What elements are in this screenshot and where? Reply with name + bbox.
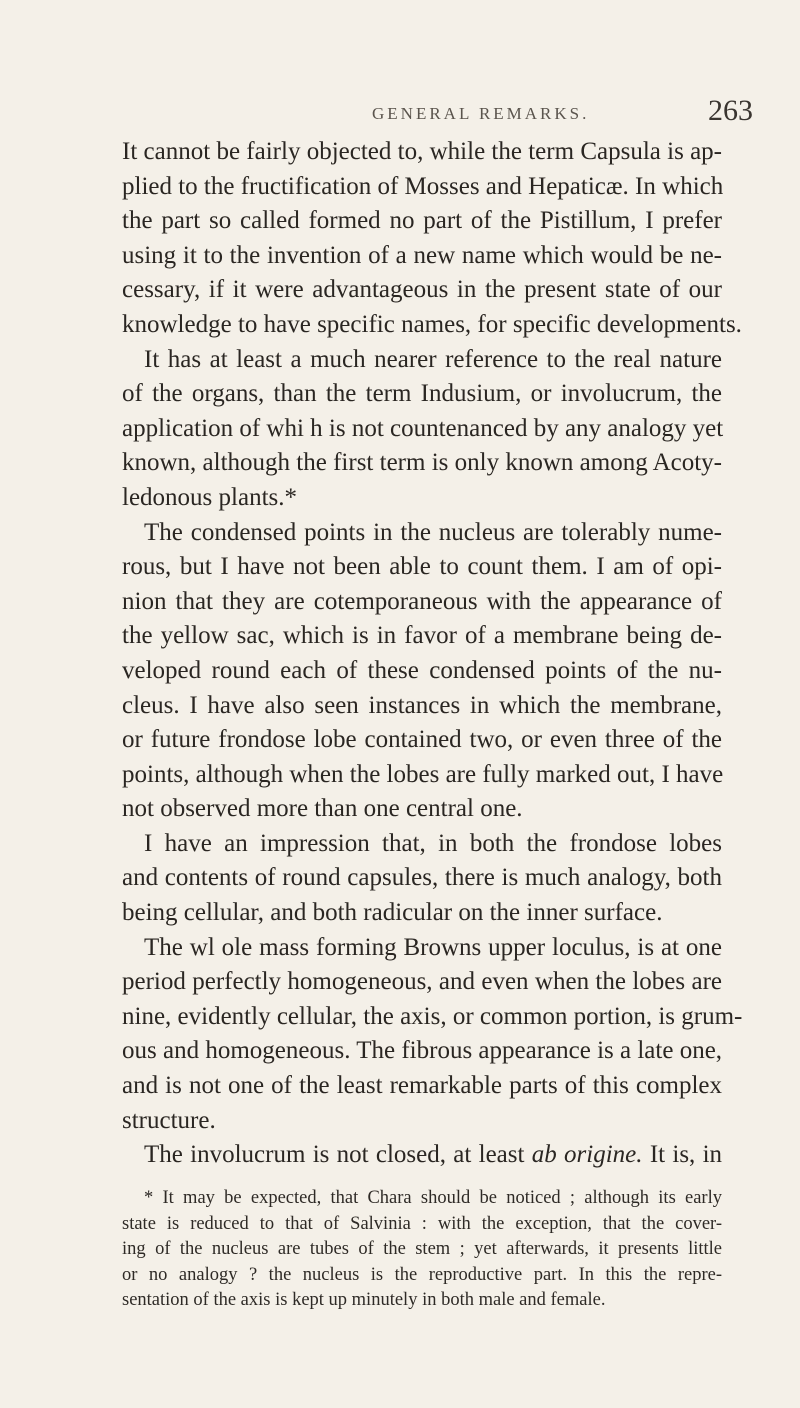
- text-line: knowledge to have specific names, for specific developments.: [122, 310, 742, 338]
- running-head: [0, 80, 800, 127]
- text-line: rous, but I have not been able to count them. I am of opi-: [122, 553, 722, 581]
- text-line: ous and homogeneous. The fibrous appearance is a late one,: [122, 1037, 723, 1065]
- text-line: cessary, if it were advantageous in the present state of our: [122, 276, 722, 304]
- text-line: nion that they are cotemporaneous with the appearance of: [122, 587, 722, 615]
- text-line: The wl ole mass forming Browns upper loculus, is at one: [144, 933, 722, 961]
- text-line: using it to the invention of a new name which would be ne-: [122, 241, 722, 269]
- footnote: [122, 1186, 722, 1314]
- footnote-line: ing of the nucleus are tubes of the stem ; yet afterwards, it presents little: [122, 1239, 722, 1260]
- text-line: nine, evidently cellular, the axis, or common portion, is grum-: [122, 1002, 743, 1030]
- text-line: or future frondose lobe contained two, or even three of the: [122, 726, 722, 754]
- text-line: application of whi h is not countenanced by any analogy yet: [122, 414, 724, 442]
- text-line: and contents of round capsules, there is much analogy, both: [122, 864, 722, 892]
- text-line: structure.: [122, 1106, 216, 1134]
- running-head-title: GENERAL REMARKS.: [372, 104, 590, 123]
- body-text: [122, 135, 743, 1173]
- text-line: ledonous plants.*: [122, 483, 297, 511]
- text-line: cleus. I have also seen instances in which the membrane,: [122, 691, 722, 719]
- footnote-line: * It may be expected, that Chara should be noticed ; although its early: [144, 1188, 722, 1208]
- page-number: 263: [708, 94, 753, 127]
- text-line: veloped round each of these condensed points of the nu-: [122, 656, 722, 684]
- footnote-line: sentation of the axis is kept up minutely in both male and female.: [122, 1290, 606, 1311]
- text-line: being cellular, and both radicular on the inner surface.: [122, 899, 663, 927]
- text-line: the part so called formed no part of the Pistillum, I prefer: [122, 207, 722, 235]
- text-line: not observed more than one central one.: [122, 795, 523, 823]
- text-line: period perfectly homogeneous, and even when the lobes are: [122, 968, 722, 996]
- text-line: the yellow sac, which is in favor of a membrane being de-: [122, 622, 722, 650]
- text-line: [122, 1138, 722, 1173]
- text-run: The involucrum is not closed, at least: [144, 1141, 525, 1169]
- text-line: and is not one of the least remarkable parts of this complex: [122, 1072, 722, 1100]
- text-line: I have an impression that, in both the frondose lobes: [144, 829, 722, 857]
- footnote-line: or no analogy ? the nucleus is the reproductive part. In this the repre-: [122, 1264, 722, 1285]
- text-line: plied to the fructification of Mosses and Hepaticæ. In which: [122, 172, 724, 200]
- footnote-line: state is reduced to that of Salvinia : with the exception, that the cover-: [122, 1213, 722, 1234]
- text-line: points, although when the lobes are fully marked out, I have: [122, 760, 724, 788]
- text-line: The condensed points in the nucleus are tolerably nume-: [144, 518, 722, 546]
- italic-phrase: ab origine.: [531, 1141, 643, 1169]
- text-run: It is, in: [649, 1141, 723, 1169]
- text-line: of the organs, than the term Indusium, or involucrum, the: [122, 380, 722, 408]
- text-line: It cannot be fairly objected to, while the term Capsula is ap-: [122, 138, 722, 165]
- text-line: known, although the first term is only known among Acoty-: [122, 449, 722, 477]
- text-line: It has at least a much nearer reference to the real nature: [144, 345, 722, 373]
